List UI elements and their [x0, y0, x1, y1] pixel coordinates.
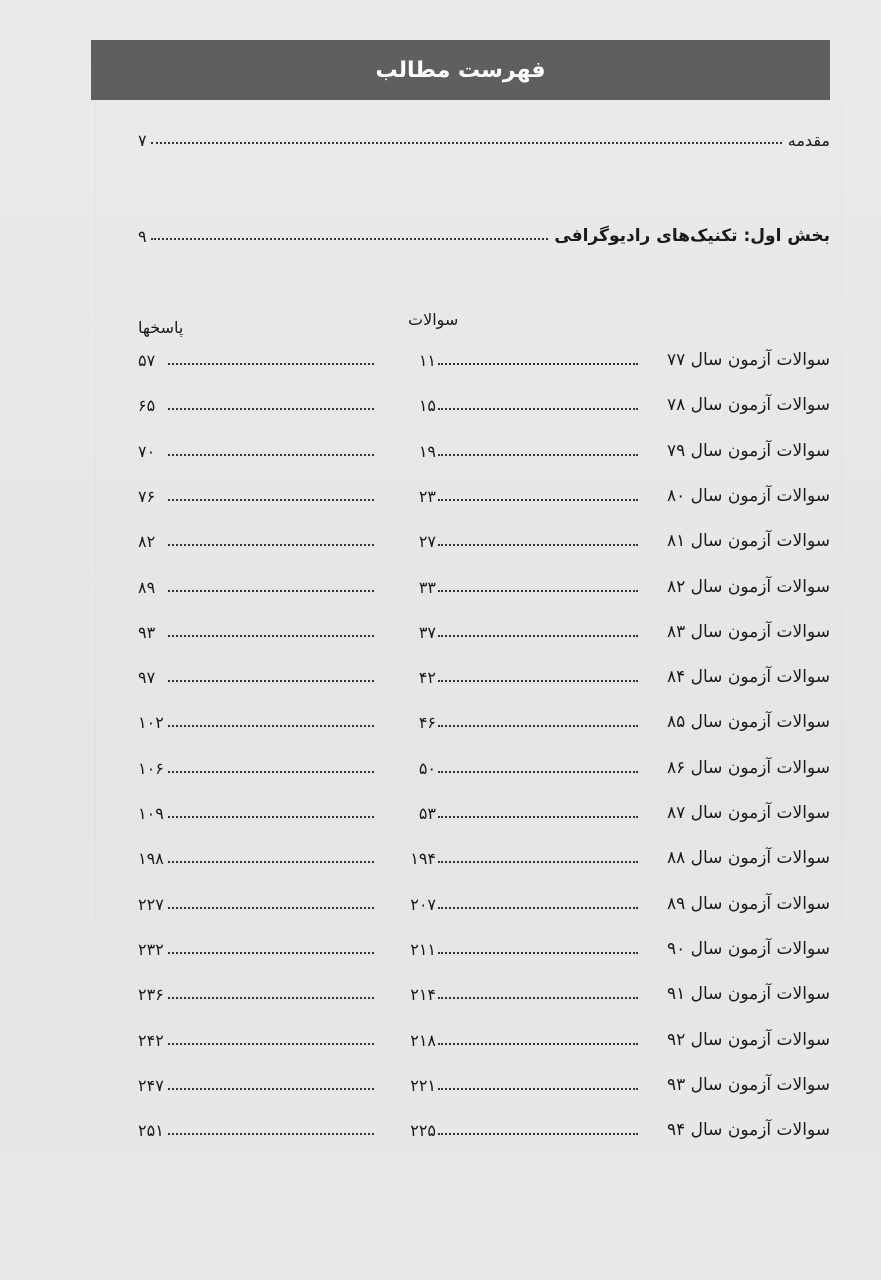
question-page: ۱۹ [418, 442, 436, 461]
dot-leader [438, 590, 638, 592]
dot-leader [438, 1043, 638, 1045]
answer-page: ۲۵۱ [138, 1121, 164, 1140]
dot-leader [438, 725, 638, 727]
dot-leader [168, 499, 374, 501]
answer-page: ۹۳ [138, 623, 156, 642]
toc-row[interactable] [138, 342, 830, 374]
answer-page: ۸۹ [138, 578, 156, 597]
question-page: ۲۷ [418, 532, 436, 551]
dot-leader [168, 590, 374, 592]
intro-page: ۷ [138, 131, 147, 150]
row-label: سوالات آزمون سال ۸۰ [666, 486, 830, 506]
question-page: ۵۳ [418, 804, 436, 823]
title-bar [91, 40, 830, 100]
answer-page: ۲۴۷ [138, 1076, 164, 1095]
dot-leader [168, 635, 374, 637]
question-page: ۱۵ [418, 396, 436, 415]
row-label: سوالات آزمون سال ۸۵ [666, 712, 830, 732]
questions-header: سوالات [408, 310, 459, 329]
answer-page: ۶۵ [138, 396, 156, 415]
toc-row[interactable] [138, 433, 830, 465]
row-label: سوالات آزمون سال ۷۹ [666, 441, 830, 461]
dot-leader [438, 680, 638, 682]
toc-row[interactable] [138, 523, 830, 555]
row-label: سوالات آزمون سال ۷۷ [666, 350, 830, 370]
toc-row[interactable] [138, 659, 830, 691]
toc-row[interactable] [138, 614, 830, 646]
answers-header: پاسخها [138, 318, 184, 337]
dot-leader [438, 635, 638, 637]
question-page: ۴۶ [418, 713, 436, 732]
row-label: سوالات آزمون سال ۸۸ [666, 848, 830, 868]
dot-leader [168, 1133, 374, 1135]
dot-leader [438, 1133, 638, 1135]
question-page: ۱۱ [418, 351, 436, 370]
answer-page: ۲۳۲ [138, 940, 164, 959]
answer-page: ۱۹۸ [138, 849, 164, 868]
dot-leader [168, 454, 374, 456]
answer-page: ۷۶ [138, 487, 156, 506]
answer-page: ۲۲۷ [138, 895, 164, 914]
row-label: سوالات آزمون سال ۸۱ [666, 531, 830, 551]
dot-leader [168, 997, 374, 999]
dot-leader [438, 544, 638, 546]
toc-row[interactable] [138, 976, 830, 1008]
answer-page: ۲۳۶ [138, 985, 164, 1004]
row-label: سوالات آزمون سال ۸۲ [666, 577, 830, 597]
question-page: ۳۳ [418, 578, 436, 597]
dot-leader [438, 816, 638, 818]
dot-leader [168, 952, 374, 954]
column-headers [138, 310, 830, 336]
row-label: سوالات آزمون سال ۹۳ [666, 1075, 830, 1095]
question-page: ۲۱۴ [410, 985, 436, 1004]
answer-page: ۷۰ [138, 442, 156, 461]
question-page: ۲۱۱ [410, 940, 436, 959]
toc-row[interactable] [138, 1112, 830, 1144]
dot-leader [438, 408, 638, 410]
answer-page: ۱۰۲ [138, 713, 164, 732]
row-label: سوالات آزمون سال ۹۱ [666, 984, 830, 1004]
question-page: ۱۹۴ [410, 849, 436, 868]
row-label: سوالات آزمون سال ۹۲ [666, 1030, 830, 1050]
toc-row[interactable] [138, 387, 830, 419]
toc-row[interactable] [138, 840, 830, 872]
dot-leader [438, 771, 638, 773]
row-label: سوالات آزمون سال ۸۴ [666, 667, 830, 687]
dot-leader [168, 907, 374, 909]
answer-page: ۹۷ [138, 668, 156, 687]
toc-entry-intro[interactable] [138, 116, 830, 150]
row-label: سوالات آزمون سال ۹۰ [666, 939, 830, 959]
dot-leader [168, 725, 374, 727]
dot-leader [168, 544, 374, 546]
dot-leader [438, 861, 638, 863]
toc-row[interactable] [138, 478, 830, 510]
dot-leader [438, 952, 638, 954]
toc-row[interactable] [138, 886, 830, 918]
dot-leader [438, 997, 638, 999]
row-label: سوالات آزمون سال ۹۴ [666, 1120, 830, 1140]
dot-leader [168, 771, 374, 773]
question-page: ۲۲۱ [410, 1076, 436, 1095]
question-page: ۲۳ [418, 487, 436, 506]
answer-page: ۱۰۶ [138, 759, 164, 778]
dot-leader [151, 237, 549, 240]
toc-row[interactable] [138, 1022, 830, 1054]
row-label: سوالات آزمون سال ۷۸ [666, 395, 830, 415]
toc-row[interactable] [138, 569, 830, 601]
dot-leader [168, 363, 374, 365]
dot-leader [168, 1088, 374, 1090]
dot-leader [438, 499, 638, 501]
question-page: ۴۲ [418, 668, 436, 687]
answer-page: ۸۲ [138, 532, 156, 551]
intro-label: مقدمه [787, 131, 830, 150]
dot-leader [168, 408, 374, 410]
question-page: ۲۰۷ [410, 895, 436, 914]
dot-leader [438, 363, 638, 365]
page-title: فهرست مطالب [375, 57, 546, 83]
question-page: ۳۷ [418, 623, 436, 642]
row-label: سوالات آزمون سال ۸۹ [666, 894, 830, 914]
toc-entry-section[interactable] [138, 212, 830, 246]
dot-leader [438, 1088, 638, 1090]
question-page: ۵۰ [418, 759, 436, 778]
dot-leader [168, 1043, 374, 1045]
dot-leader [168, 861, 374, 863]
row-label: سوالات آزمون سال ۸۳ [666, 622, 830, 642]
toc-row[interactable] [138, 795, 830, 827]
row-label: سوالات آزمون سال ۸۷ [666, 803, 830, 823]
question-page: ۲۲۵ [410, 1121, 436, 1140]
answer-page: ۲۴۲ [138, 1031, 164, 1050]
toc-row[interactable] [138, 750, 830, 782]
dot-leader [438, 907, 638, 909]
answer-page: ۱۰۹ [138, 804, 164, 823]
section-label: بخش اول: تکنیک‌های رادیوگرافی [554, 226, 830, 246]
toc-row[interactable] [138, 931, 830, 963]
answer-page: ۵۷ [138, 351, 156, 370]
toc-row[interactable] [138, 704, 830, 736]
row-label: سوالات آزمون سال ۸۶ [666, 758, 830, 778]
dot-leader [168, 816, 374, 818]
dot-leader [168, 680, 374, 682]
question-page: ۲۱۸ [410, 1031, 436, 1050]
dot-leader [151, 141, 782, 144]
toc-row[interactable] [138, 1067, 830, 1099]
section-page: ۹ [138, 227, 147, 246]
dot-leader [438, 454, 638, 456]
